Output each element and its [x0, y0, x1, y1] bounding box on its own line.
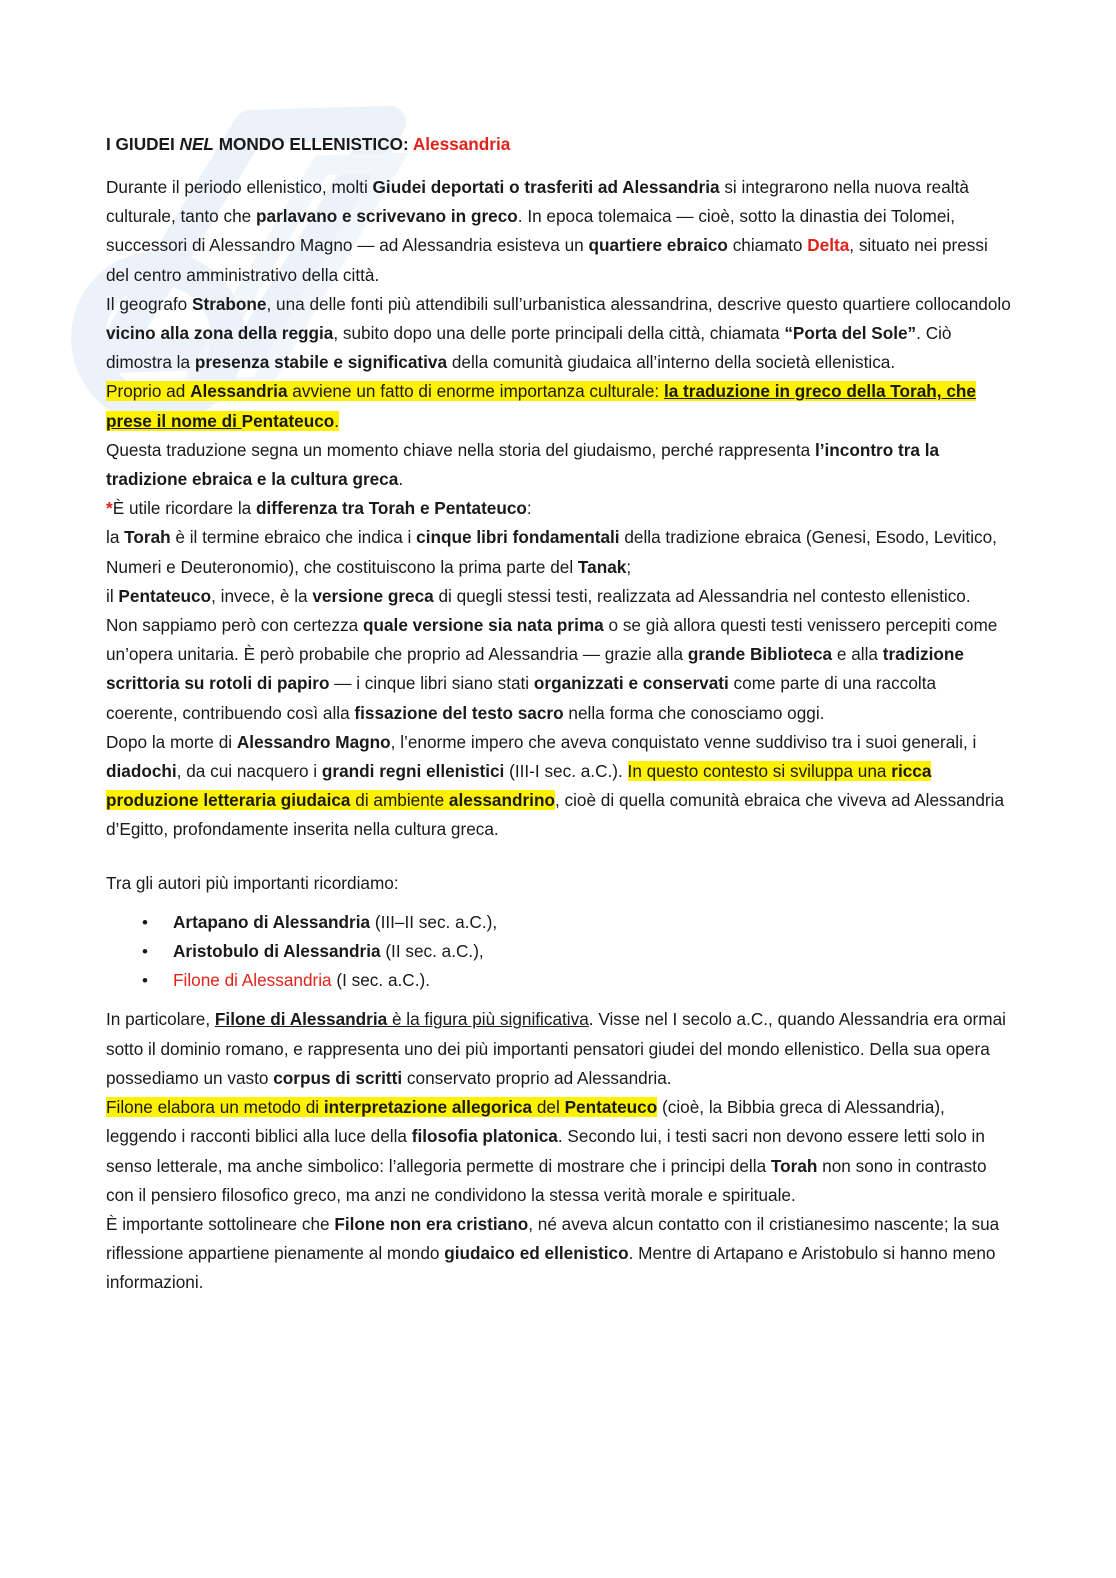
text-run: presenza stabile e significativa [194, 352, 448, 373]
text-run: , cioè di quella comunità ebraica che viveva ad Alessandria d’Egitto, profondamente inserita nella cultura greca. [106, 790, 1005, 840]
text-run: grandi regni ellenistici [321, 761, 505, 782]
text-run: * [106, 498, 113, 519]
text-run: Alessandria [190, 381, 288, 402]
text-run: È utile ricordare la [112, 498, 256, 519]
text-run: la [106, 527, 125, 548]
page-title [106, 130, 1011, 159]
text-run: di ambiente [350, 790, 449, 811]
text-run: avviene un fatto di enorme importanza culturale: [287, 381, 664, 402]
text-run: , né aveva alcun contatto con il cristianesimo nascente; la sua riflessione appartiene pienamente al mondo [106, 1213, 1000, 1264]
text-run: Delta [807, 235, 850, 256]
text-run: Alessandro Magno [236, 731, 391, 752]
text-run: I GIUDEI [106, 134, 180, 154]
text-run: come parte di una raccolta coerente, contribuendo così alla [106, 673, 937, 723]
text-run: Strabone [192, 293, 267, 314]
text-run: — i cinque libri siano stati [329, 673, 534, 694]
text-run: giudaico ed ellenistico [444, 1243, 629, 1264]
text-run: di quegli stessi testi, realizzata ad Alessandria nel contesto ellenistico. [433, 585, 971, 606]
text-run: , l’enorme impero che aveva conquistato venne suddiviso tra i suoi generali, i [390, 731, 977, 752]
text-run: tradizione scrittoria su rotoli di papiro [106, 644, 964, 694]
text-run: “Porta del Sole” [784, 323, 917, 344]
text-run: fissazione del testo sacro [354, 702, 564, 723]
text-run: . In epoca tolemaica — cioè, sotto la dinastia dei Tolomei, successori di Alessandro Magno — ad Alessandria esisteva un [106, 206, 956, 256]
text-run: Artapano di Alessandria [173, 911, 371, 932]
text-run: parlavano e scrivevano in greco [256, 206, 518, 227]
text-run: . Ciò dimostra la [106, 323, 952, 373]
text-run: differenza tra Torah e Pentateuco [256, 498, 527, 519]
text-run: della comunità giudaica all’interno della società ellenistica. [447, 352, 896, 373]
text-run: ; [626, 556, 632, 577]
paragraph-1 [106, 173, 1011, 290]
text-run: Giudei deportati o trasferiti ad Alessandria [372, 177, 720, 197]
text-run: diadochi [106, 761, 177, 782]
text-run: Questa traduzione segna un momento chiave nella storia del giudaismo, perché rappresenta [106, 439, 815, 460]
text-run: Pentateuco [118, 585, 212, 606]
text-run: vicino alla zona della reggia [106, 323, 334, 344]
text-run: quartiere ebraico [588, 235, 728, 256]
text-run: (I sec. a.C.). [331, 970, 430, 991]
text-run: non sono in contrasto con il pensiero filosofico greco, ma anzi ne condividono la stessa verità morale e spirituale. [106, 1155, 987, 1205]
text-run: (III–II sec. a.C.), [370, 911, 498, 932]
paragraph-2 [106, 290, 1011, 378]
text-run: il [106, 585, 119, 606]
text-run: , da cui nacquero i [176, 761, 322, 782]
text-run: conservato proprio ad Alessandria. [402, 1067, 672, 1088]
text-run: è la figura più significativa [387, 1009, 589, 1030]
text-run: l’incontro tra la tradizione ebraica e la cultura greca [106, 439, 940, 490]
text-run: si integrarono nella nuova realtà culturale, tanto che [106, 177, 969, 227]
text-run: , una delle fonti più attendibili sull’urbanistica alessandrina, descrive questo quartiere collocandolo [266, 293, 1011, 314]
text-run: del [532, 1097, 565, 1118]
authors-intro: Tra gli autori più importanti ricordiamo: [106, 872, 399, 893]
text-run: corpus di scritti [273, 1067, 403, 1088]
text-run: Alessandria [412, 134, 511, 154]
list-item [106, 937, 1011, 966]
bullet-icon: • [142, 942, 148, 962]
paragraph-6 [106, 523, 1011, 581]
text-run: . [398, 469, 404, 490]
text-run: quale versione sia nata prima [363, 615, 604, 636]
text-run: . [334, 410, 340, 431]
text-run: Il geografo [106, 293, 192, 314]
paragraph-9 [106, 728, 1011, 845]
text-run: (II sec. a.C.), [380, 941, 484, 962]
text-run: chiamato [727, 235, 808, 256]
text-run: . Mentre di Artapano e Aristobulo si hanno meno informazioni. [106, 1243, 996, 1293]
text-run: cinque libri fondamentali [416, 527, 620, 548]
text-run: Aristobulo di Alessandria [173, 941, 381, 962]
text-run: o se già allora questi testi venissero percepiti come un’opera unitaria. È però probabile che proprio ad Alessandria — grazie alla [106, 615, 998, 665]
text-run: organizzati e conservati [533, 673, 729, 694]
text-run: è il termine ebraico che indica i [170, 527, 417, 548]
text-run: versione greca [312, 585, 434, 606]
text-run: MONDO ELLENISTICO: [213, 134, 413, 154]
authors-list [106, 908, 1011, 996]
text-run: Durante il periodo ellenistico, molti [106, 177, 373, 197]
text-run: Filone di Alessandria [173, 970, 332, 991]
text-run: , situato nei pressi del centro amministrativo della città. [106, 235, 988, 285]
text-run: , subito dopo una delle porte principali della città, chiamata [333, 323, 785, 344]
text-run: Filone di Alessandria [214, 1009, 388, 1030]
text-run: della tradizione ebraica (Genesi, Esodo, Levitico, Numeri e Deuteronomio), che costituiscono la prima parte del [106, 527, 997, 577]
paragraph-11 [106, 1093, 1011, 1210]
text-run: filosofia platonica [411, 1126, 558, 1147]
text-run: Pentateuco [564, 1097, 658, 1118]
text-run: (cioè, la Bibbia greca di Alessandria), leggendo i racconti biblici alla luce della [106, 1097, 945, 1147]
text-run: Tanak [577, 556, 627, 577]
text-run: Torah [770, 1155, 818, 1176]
paragraph-8 [106, 611, 1011, 728]
text-run: ricca produzione letteraria giudaica [106, 761, 932, 811]
text-run: Filone elabora un metodo di [106, 1097, 324, 1118]
text-run: nella forma che conosciamo oggi. [563, 702, 825, 723]
paragraph-5 [106, 494, 1011, 523]
text-run: . Secondo lui, i testi sacri non devono essere letti solo in senso letterale, ma anche simbolico: l’allegoria permette di mostrare che i principi della [106, 1126, 985, 1176]
text-run: alessandrino [448, 790, 555, 811]
text-run: (III-I sec. a.C.). [504, 761, 628, 782]
bullet-icon: • [142, 912, 148, 932]
text-run: NEL [179, 134, 214, 154]
paragraph-10 [106, 1005, 1011, 1093]
text-run: : [526, 498, 532, 519]
list-item [106, 966, 1011, 995]
text-run: Filone non era cristiano [334, 1213, 529, 1234]
text-run: Non sappiamo però con certezza [106, 615, 363, 636]
text-run: Torah [124, 527, 171, 548]
text-run: Proprio ad [106, 381, 191, 402]
paragraph-7 [106, 582, 1011, 611]
text-run: Dopo la morte di [106, 731, 237, 752]
paragraph-12 [106, 1210, 1011, 1298]
document-body [106, 130, 1011, 1298]
list-item [106, 908, 1011, 937]
bullet-icon: • [142, 971, 148, 991]
text-run: grande Biblioteca [687, 644, 833, 665]
text-run: In particolare, [106, 1009, 215, 1030]
text-run: e alla [832, 644, 883, 665]
text-run: la traduzione in greco della Torah, che prese il nome di [106, 381, 976, 431]
text-run: È importante sottolineare che [106, 1213, 335, 1234]
text-run: , invece, è la [211, 585, 313, 606]
paragraph-3-highlighted [106, 377, 1011, 435]
text-run: In questo contesto si sviluppa una [627, 761, 892, 782]
text-run: . Visse nel I secolo a.C., quando Alessandria era ormai sotto il dominio romano, e rappresenta uno dei più importanti pensatori giudei del mondo ellenistico. Della sua opera possediamo un vasto [106, 1009, 1006, 1088]
paragraph-4 [106, 436, 1011, 494]
text-run: Pentateuco [241, 410, 335, 431]
text-run: interpretazione allegorica [323, 1097, 533, 1118]
